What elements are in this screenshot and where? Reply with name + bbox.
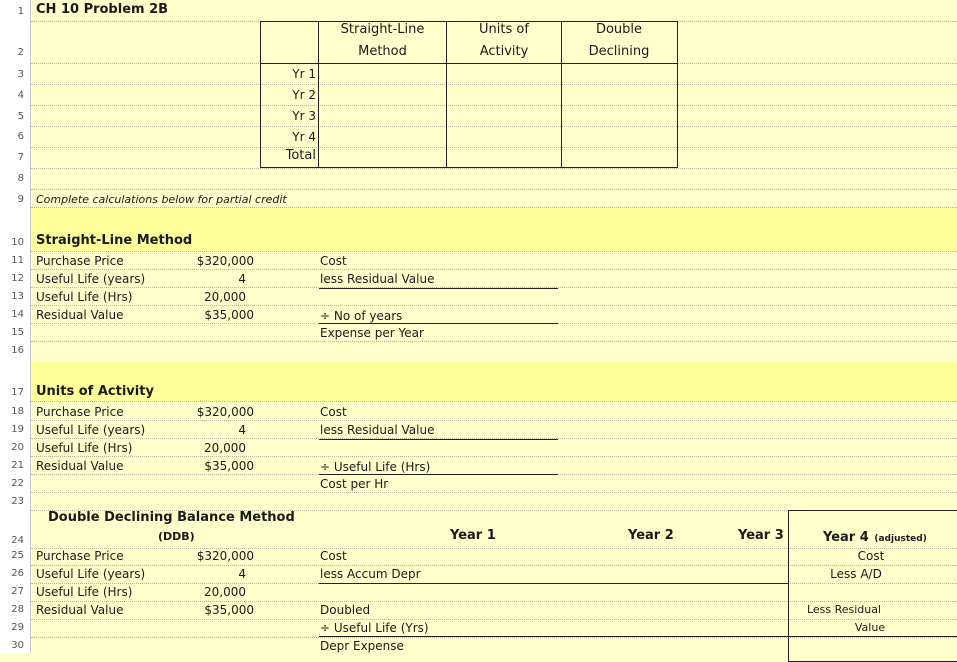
ddb-value-useful-life-hrs[interactable]: 20,000	[204, 585, 246, 599]
ddb-value-purchase-price[interactable]: $320,000	[196, 549, 254, 563]
ua-calc-cost-per-hr[interactable]: Cost per Hr	[320, 477, 389, 491]
row-number[interactable]: 6	[17, 131, 24, 142]
row-number[interactable]: 4	[17, 90, 24, 101]
header-units-activity-1[interactable]: Units of	[479, 22, 529, 37]
row-number[interactable]: 29	[11, 622, 24, 633]
ddb-subheading[interactable]: (DDB)	[158, 530, 195, 543]
ddb-calc-less-accum-depr[interactable]: less Accum Depr	[320, 567, 421, 581]
ddb-label-useful-life-years[interactable]: Useful Life (years)	[36, 567, 146, 581]
ua-value-residual-value[interactable]: $35,000	[204, 459, 254, 473]
row-gridline	[31, 420, 957, 421]
row-number[interactable]: 19	[11, 424, 24, 435]
summary-row-total[interactable]: Total	[285, 148, 316, 163]
row-number[interactable]: 5	[17, 111, 24, 122]
row-gridline	[31, 189, 957, 190]
section-band-units-activity	[31, 361, 957, 401]
row-gridline	[31, 305, 957, 306]
header-straight-line-1[interactable]: Straight-Line	[340, 22, 425, 37]
row-number[interactable]: 23	[11, 496, 24, 507]
header-double-declining-2[interactable]: Declining	[588, 44, 650, 59]
row-number[interactable]: 3	[17, 69, 24, 80]
year4-row-less-residual[interactable]: Less Residual	[806, 603, 882, 616]
row-number[interactable]: 13	[11, 291, 24, 302]
sl-calc-less-residual[interactable]: less Residual Value	[320, 272, 435, 286]
ddb-year4-header[interactable]	[823, 528, 927, 544]
sl-calc-cost[interactable]: Cost	[320, 254, 347, 268]
ddb-label-residual-value[interactable]: Residual Value	[36, 603, 124, 617]
sl-calc-underline	[319, 323, 558, 324]
row-number[interactable]: 12	[11, 273, 24, 284]
partial-credit-note[interactable]: Complete calculations below for partial credit	[36, 193, 287, 206]
ddb-calc-depr-expense[interactable]: Depr Expense	[320, 639, 404, 653]
ua-value-useful-life-years[interactable]: 4	[238, 423, 246, 437]
row-number[interactable]: 18	[11, 406, 24, 417]
ua-calc-underline	[319, 474, 558, 475]
year4-label: Year 4	[823, 530, 869, 545]
ua-label-residual-value[interactable]: Residual Value	[36, 459, 124, 473]
row-number[interactable]: 27	[11, 586, 24, 597]
row-number[interactable]: 24	[11, 535, 24, 546]
row-number[interactable]: 21	[11, 460, 24, 471]
summary-col-divider	[446, 21, 447, 167]
row-gridline	[31, 251, 957, 252]
year4-note: (adjusted)	[874, 534, 927, 544]
header-straight-line-2[interactable]: Method	[358, 44, 407, 59]
ua-label-purchase-price[interactable]: Purchase Price	[36, 405, 124, 419]
ddb-calc-underline	[319, 583, 788, 584]
ddb-heading[interactable]: Double Declining Balance Method	[48, 510, 295, 525]
ddb-year3-header[interactable]: Year 3	[738, 528, 784, 543]
row-gridline	[31, 341, 957, 342]
row-number[interactable]: 1	[17, 6, 24, 17]
row-number[interactable]: 11	[11, 255, 24, 266]
summary-col-divider	[318, 21, 319, 167]
ddb-calc-cost[interactable]: Cost	[320, 549, 347, 563]
ddb-calc-divide-years[interactable]: ÷ Useful Life (Yrs)	[320, 621, 429, 635]
row-number[interactable]: 30	[11, 640, 24, 651]
row-number[interactable]: 25	[11, 550, 24, 561]
summary-header-divider	[260, 63, 677, 64]
row-number[interactable]: 10	[11, 237, 24, 248]
ua-calc-cost[interactable]: Cost	[320, 405, 347, 419]
summary-row-yr1[interactable]: Yr 1	[292, 67, 316, 81]
row-number[interactable]: 14	[11, 309, 24, 320]
ua-value-purchase-price[interactable]: $320,000	[196, 405, 254, 419]
row-number[interactable]: 22	[11, 478, 24, 489]
sl-calc-divide-years[interactable]: ÷ No of years	[320, 309, 403, 323]
summary-col-divider	[561, 21, 562, 167]
ddb-calc-doubled[interactable]: Doubled	[320, 603, 371, 617]
summary-row-yr4[interactable]: Yr 4	[292, 130, 316, 144]
row-number[interactable]: 28	[11, 604, 24, 615]
sl-label-useful-life-years[interactable]: Useful Life (years)	[36, 272, 146, 286]
sl-calc-expense-per-year[interactable]: Expense per Year	[320, 326, 424, 340]
ua-calc-underline	[319, 439, 558, 440]
row-number[interactable]: 15	[11, 327, 24, 338]
summary-row-yr3[interactable]: Yr 3	[292, 109, 316, 123]
year4-row-cost[interactable]: Cost	[857, 549, 885, 563]
sl-value-useful-life-years[interactable]: 4	[238, 272, 246, 286]
sl-label-useful-life-hrs[interactable]: Useful Life (Hrs)	[36, 290, 133, 304]
ddb-calc-underline	[319, 636, 788, 637]
sl-calc-underline	[319, 288, 558, 289]
row-gridline	[31, 168, 957, 169]
row-number[interactable]: 17	[11, 387, 24, 398]
straight-line-heading[interactable]: Straight-Line Method	[36, 233, 193, 248]
sheet-title[interactable]: CH 10 Problem 2B	[36, 2, 169, 17]
summary-row-yr2[interactable]: Yr 2	[292, 88, 316, 102]
sl-value-residual-value[interactable]: $35,000	[204, 308, 254, 322]
ua-calc-divide-hours[interactable]: ÷ Useful Life (Hrs)	[320, 460, 431, 474]
row-gridline	[31, 492, 957, 493]
row-number[interactable]: 9	[17, 194, 24, 205]
ddb-year1-header[interactable]: Year 1	[450, 528, 496, 543]
sl-label-purchase-price[interactable]: Purchase Price	[36, 254, 124, 268]
ua-value-useful-life-hrs[interactable]: 20,000	[204, 441, 246, 455]
year4-row-less-ad[interactable]: Less A/D	[830, 567, 882, 581]
row-number[interactable]: 8	[17, 173, 24, 184]
row-gridline	[31, 269, 957, 270]
header-units-activity-2[interactable]: Activity	[479, 44, 529, 59]
sl-value-purchase-price[interactable]: $320,000	[196, 254, 254, 268]
row-gridline	[31, 456, 957, 457]
year4-row-value[interactable]: Value	[854, 621, 886, 634]
sl-label-residual-value[interactable]: Residual Value	[36, 308, 124, 322]
header-double-declining-1[interactable]: Double	[595, 22, 643, 37]
ddb-value-residual-value[interactable]: $35,000	[204, 603, 254, 617]
ua-calc-less-residual[interactable]: less Residual Value	[320, 423, 435, 437]
row-number[interactable]: 16	[11, 345, 24, 356]
row-number[interactable]: 7	[17, 152, 24, 163]
row-number[interactable]: 26	[11, 568, 24, 579]
ddb-value-useful-life-years[interactable]: 4	[238, 567, 246, 581]
row-gridline	[31, 401, 957, 402]
year4-underline	[788, 636, 957, 637]
ua-label-useful-life-hrs[interactable]: Useful Life (Hrs)	[36, 441, 133, 455]
row-number[interactable]: 2	[17, 47, 24, 58]
ddb-year2-header[interactable]: Year 2	[628, 528, 674, 543]
row-number[interactable]: 20	[11, 442, 24, 453]
ddb-label-purchase-price[interactable]: Purchase Price	[36, 549, 124, 563]
ua-label-useful-life-years[interactable]: Useful Life (years)	[36, 423, 146, 437]
sl-value-useful-life-hrs[interactable]: 20,000	[204, 290, 246, 304]
units-activity-heading[interactable]: Units of Activity	[36, 384, 154, 399]
ddb-label-useful-life-hrs[interactable]: Useful Life (Hrs)	[36, 585, 133, 599]
